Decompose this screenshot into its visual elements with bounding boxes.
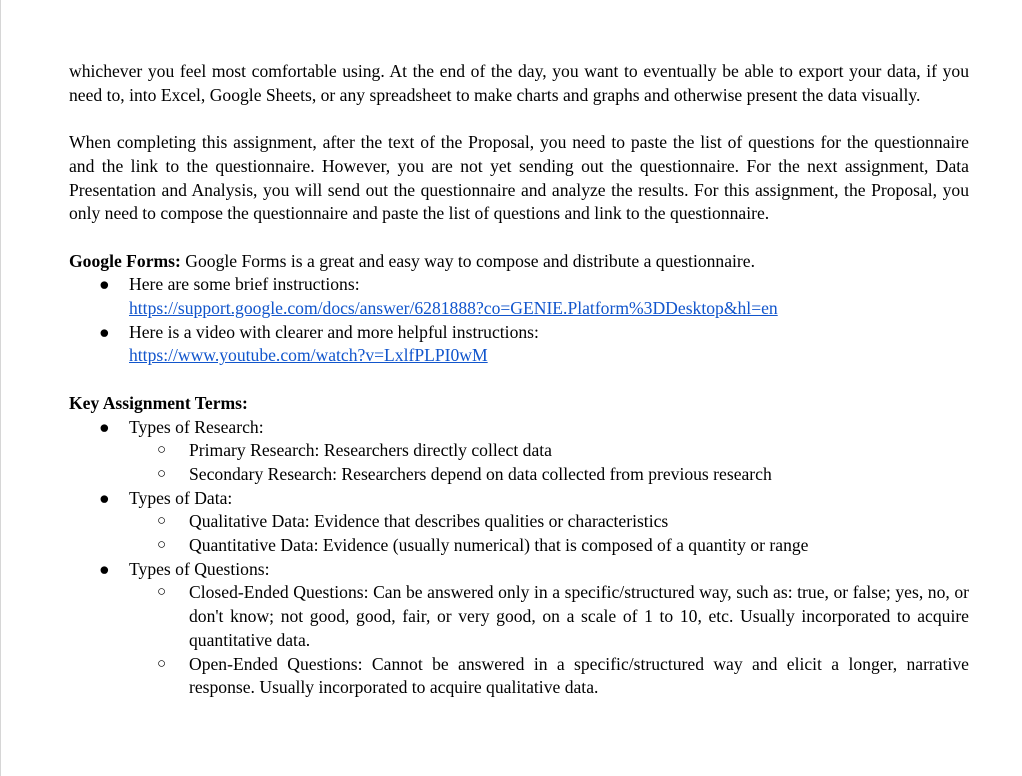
list-item <box>69 558 969 700</box>
list-item <box>69 321 969 368</box>
google-forms-list <box>69 273 969 368</box>
bullet-icon: ● <box>99 321 110 342</box>
list-item <box>129 581 969 652</box>
list-item <box>129 463 969 487</box>
types-of-data-label: Types of Data: <box>129 487 233 508</box>
spacer <box>69 107 969 131</box>
circle-bullet-icon: ○ <box>157 513 167 530</box>
term-text: Primary Research: Researchers directly collect data <box>189 440 552 461</box>
bullet-icon: ● <box>99 558 110 579</box>
key-terms-heading-line <box>69 392 969 416</box>
term-text: Open-Ended Questions: Cannot be answered in a specific/structured way and elicit a longer, narrative response. Usually incorporated to acquire qualitative data. <box>189 653 969 698</box>
list-item <box>69 487 969 558</box>
list-item <box>129 534 969 558</box>
google-forms-heading: Google Forms: <box>69 250 181 271</box>
key-terms-heading: Key Assignment Terms: <box>69 392 248 413</box>
term-text: Secondary Research: Researchers depend on data collected from previous research <box>189 463 772 484</box>
term-text: Closed-Ended Questions: Can be answered only in a specific/structured way, such as: true, or false; yes, no, or don't know; not good, good, fair, or very good, on a scale of 1 to 10, etc. Usually incorporated to acquire quantitative data. <box>189 582 969 650</box>
google-forms-paragraph <box>69 250 969 274</box>
circle-bullet-icon: ○ <box>157 465 167 482</box>
spacer <box>69 368 969 392</box>
list-item <box>129 510 969 534</box>
circle-bullet-icon: ○ <box>157 537 167 554</box>
bullet-icon: ● <box>99 274 110 295</box>
list-item-label: Here are some brief instructions: <box>129 274 360 295</box>
spacer <box>69 226 969 250</box>
intro-paragraph-1: whichever you feel most comfortable using. At the end of the day, you want to eventually be able to export your data, if you need to, into Excel, Google Sheets, or any spreadsheet to make charts and graphs and otherwise present the data visually. <box>69 61 969 105</box>
research-sublist <box>129 439 969 486</box>
circle-bullet-icon: ○ <box>157 655 167 672</box>
list-item-label: Here is a video with clearer and more helpful instructions: <box>129 321 539 342</box>
list-item <box>129 653 969 700</box>
circle-bullet-icon: ○ <box>157 442 167 459</box>
document-body <box>69 60 969 700</box>
google-forms-text: Google Forms is a great and easy way to compose and distribute a questionnaire. <box>180 250 755 271</box>
list-item <box>69 273 969 320</box>
circle-bullet-icon: ○ <box>157 584 167 601</box>
types-of-questions-label: Types of Questions: <box>129 558 270 579</box>
video-instructions-link[interactable]: https://www.youtube.com/watch?v=LxlfPLPI0wM <box>129 345 488 366</box>
data-sublist <box>129 510 969 557</box>
intro-paragraph-2: When completing this assignment, after the text of the Proposal, you need to paste the list of questions for the questionnaire and the link to the questionnaire. However, you are not yet sending out the questionnaire. For the next assignment, Data Presentation and Analysis, you will send out the questionnaire and analyze the results. For this assignment, the Proposal, you only need to compose the questionnaire and paste the list of questions and link to the questionnaire. <box>69 132 969 224</box>
term-text: Quantitative Data: Evidence (usually numerical) that is composed of a quantity or range <box>189 535 809 556</box>
types-of-research-label: Types of Research: <box>129 416 264 437</box>
bullet-icon: ● <box>99 416 110 437</box>
support-instructions-link[interactable]: https://support.google.com/docs/answer/6281888?co=GENIE.Platform%3DDesktop&hl=en <box>129 298 778 318</box>
questions-sublist <box>129 581 969 700</box>
term-text: Qualitative Data: Evidence that describes qualities or characteristics <box>189 511 669 532</box>
list-item <box>129 439 969 463</box>
bullet-icon: ● <box>99 487 110 508</box>
list-item <box>69 416 969 487</box>
key-terms-list <box>69 416 969 700</box>
